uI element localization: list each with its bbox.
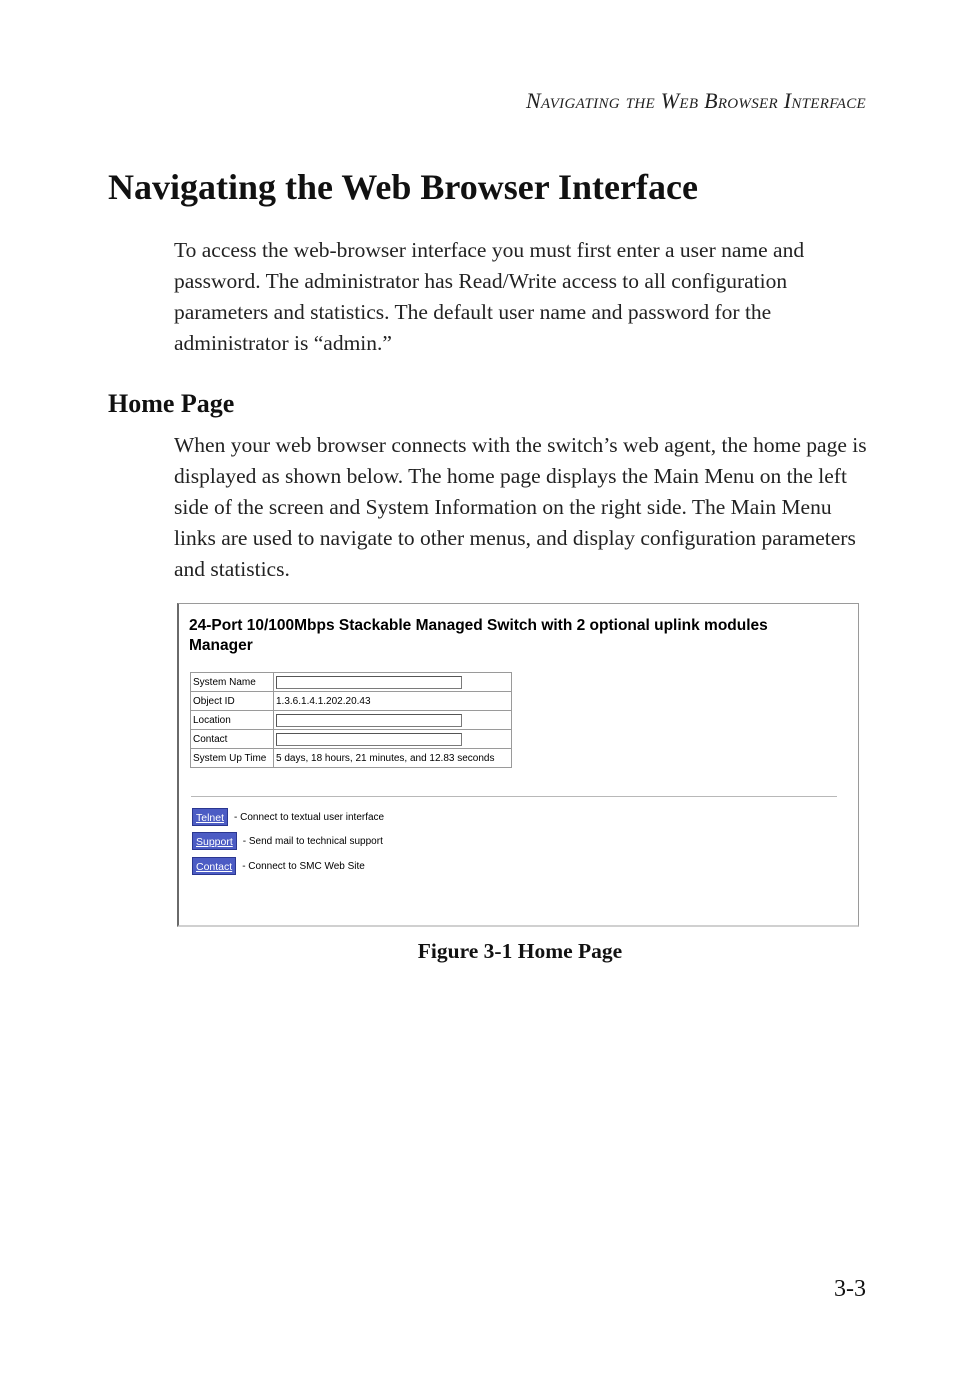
home-page-screenshot <box>177 603 859 927</box>
contact-input[interactable] <box>276 733 462 746</box>
system-info-table <box>190 672 512 768</box>
object-id-value: 1.3.6.1.4.1.202.20.43 <box>274 692 512 711</box>
system-name-label: System Name <box>191 673 274 692</box>
switch-title-line1: 24-Port 10/100Mbps Stackable Managed Switch with 2 optional uplink modules <box>189 617 768 634</box>
page-number: 3-3 <box>834 1276 866 1302</box>
table-row <box>191 711 512 730</box>
link-row-telnet <box>192 807 384 827</box>
table-row <box>191 692 512 711</box>
table-row <box>191 749 512 768</box>
location-label: Location <box>191 711 274 730</box>
system-up-time-value: 5 days, 18 hours, 21 minutes, and 12.83 seconds <box>274 749 512 768</box>
contact-description: - Connect to SMC Web Site <box>242 860 365 872</box>
switch-title-line2: Manager <box>189 637 253 654</box>
support-button[interactable]: Support <box>192 832 237 850</box>
intro-paragraph: To access the web-browser interface you must first enter a user name and password. The administrator has Read/Write access to all configuration parameters and statistics. The default user name and password for the administrator is “admin.” <box>174 238 805 355</box>
telnet-button[interactable]: Telnet <box>192 808 228 826</box>
running-head: Navigating the Web Browser Interface <box>526 88 866 113</box>
table-row <box>191 730 512 749</box>
contact-button[interactable]: Contact <box>192 857 236 875</box>
switch-title <box>189 616 849 656</box>
system-name-input[interactable] <box>276 676 462 689</box>
figure-caption: Figure 3-1 Home Page <box>417 939 623 963</box>
page-title: Navigating the Web Browser Interface <box>108 167 698 207</box>
section-paragraph: When your web browser connects with the switch’s web agent, the home page is displayed as shown below. The home page displays the Main Menu on the left side of the screen and System Information on the right side. The Main Menu links are used to navigate to other menus, and display configuration parameters and statistics. <box>174 433 867 581</box>
contact-label: Contact <box>191 730 274 749</box>
link-row-contact <box>192 856 365 876</box>
location-input[interactable] <box>276 714 462 727</box>
support-description: - Send mail to technical support <box>242 835 383 847</box>
section-title: Home Page <box>108 389 235 418</box>
telnet-description: - Connect to textual user interface <box>234 811 385 823</box>
system-up-time-label: System Up Time <box>191 749 274 768</box>
table-row <box>191 673 512 692</box>
link-row-support <box>192 831 383 851</box>
divider <box>191 796 837 797</box>
object-id-label: Object ID <box>191 692 274 711</box>
